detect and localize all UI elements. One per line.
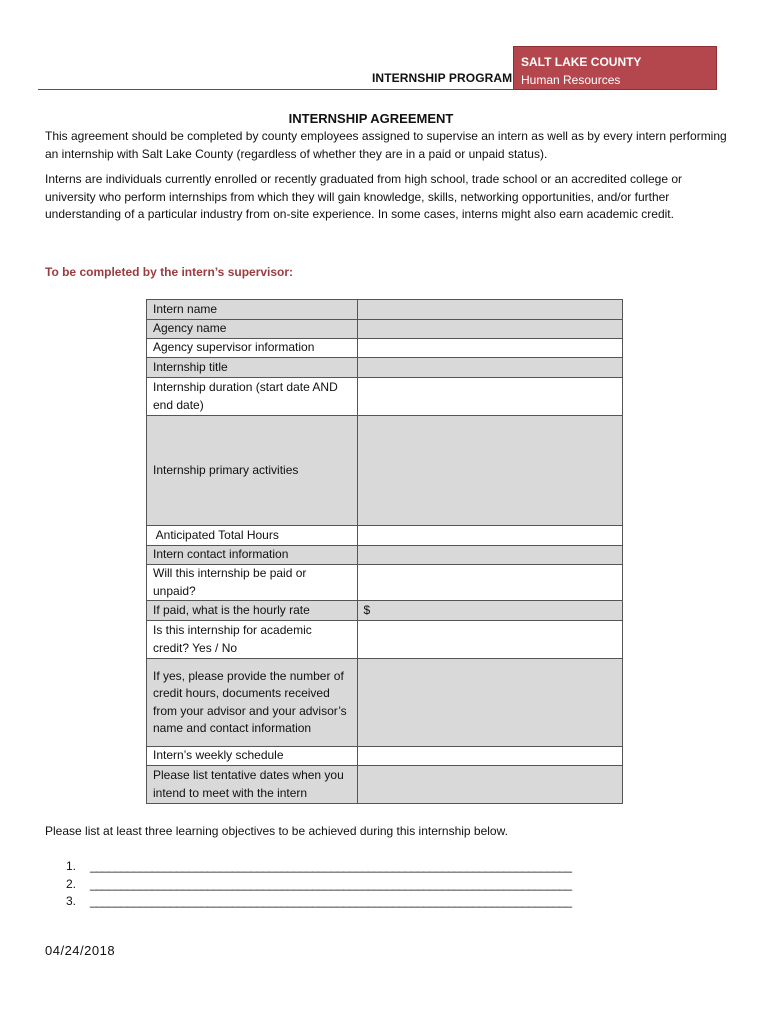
form-row-intern-contact — [147, 546, 623, 565]
intern-name-field[interactable] — [357, 300, 622, 320]
internship-form-table — [146, 299, 623, 804]
dept-name: Human Resources — [521, 73, 621, 87]
objective-1-field[interactable]: ______________________________________________________________________________ — [90, 859, 572, 873]
form-label: Agency name — [147, 320, 358, 339]
form-row-duration — [147, 378, 623, 416]
objective-number: 1. — [66, 859, 77, 873]
form-label: Anticipated Total Hours — [147, 526, 358, 546]
internship-title-field[interactable] — [357, 358, 622, 378]
revision-date: 04/24/2018 — [45, 943, 116, 958]
form-label: If yes, please provide the number of credit hours, documents received from your advisor and your advisor’s name and contact information — [147, 659, 358, 747]
form-label: Internship primary activities — [147, 416, 358, 526]
credit-details-field[interactable] — [357, 659, 622, 747]
form-row-total-hours — [147, 526, 623, 546]
form-label: If paid, what is the hourly rate — [147, 601, 358, 621]
form-row-agency-name — [147, 320, 623, 339]
form-label: Please list tentative dates when you intend to meet with the intern — [147, 766, 358, 804]
objective-number: 2. — [66, 876, 77, 891]
form-label: Will this internship be paid or unpaid? — [147, 565, 358, 601]
agency-name-field[interactable] — [357, 320, 622, 339]
paid-unpaid-field[interactable] — [357, 565, 622, 601]
org-brand-box — [513, 46, 717, 90]
form-label: Is this internship for academic credit? Yes / No — [147, 621, 358, 659]
intro-paragraph-2: Interns are individuals currently enrolled or recently graduated from high school, trade school or an accredited college or university who perform internships from which they will gain knowledge, skills, networking opportunities, and/or further understanding of a particular industry from on-site experience. In some cases, interns might also earn academic credit. — [45, 172, 683, 221]
org-name: SALT LAKE COUNTY — [521, 55, 642, 69]
form-label: Agency supervisor information — [147, 339, 358, 358]
form-label: Internship title — [147, 358, 358, 378]
objective-3-field[interactable]: ______________________________________________________________________________ — [90, 894, 572, 908]
supervisor-section-heading: To be completed by the intern’s supervisor: — [45, 265, 294, 279]
weekly-schedule-field[interactable] — [357, 747, 622, 766]
form-row-internship-title — [147, 358, 623, 378]
list-item — [66, 893, 572, 911]
total-hours-field[interactable] — [357, 526, 622, 546]
form-label: Intern name — [147, 300, 358, 320]
objective-number: 3. — [66, 894, 77, 908]
intro-paragraph-1: This agreement should be completed by county employees assigned to supervise an intern as well as by every intern performing an internship with Salt Lake County (regardless of whether they are in a paid or unpaid status). — [45, 129, 727, 161]
form-row-meeting-dates — [147, 766, 623, 804]
document-title: INTERNSHIP AGREEMENT — [288, 111, 454, 126]
form-row-paid-unpaid — [147, 565, 623, 601]
form-row-primary-activities — [147, 416, 623, 526]
program-label: INTERNSHIP PROGRAM — [372, 71, 513, 85]
list-item — [66, 858, 572, 876]
primary-activities-field[interactable] — [357, 416, 622, 526]
objectives-instructions: Please list at least three learning objectives to be achieved during this internship below. — [45, 824, 508, 838]
academic-credit-field[interactable] — [357, 621, 622, 659]
form-label: Intern contact information — [147, 546, 358, 565]
form-row-weekly-schedule — [147, 747, 623, 766]
list-item — [66, 876, 572, 894]
meeting-dates-field[interactable] — [357, 766, 622, 804]
form-row-supervisor-info — [147, 339, 623, 358]
intern-contact-field[interactable] — [357, 546, 622, 565]
form-row-intern-name — [147, 300, 623, 320]
form-row-credit-details — [147, 659, 623, 747]
supervisor-info-field[interactable] — [357, 339, 622, 358]
header-divider — [38, 89, 514, 90]
form-row-hourly-rate — [147, 601, 623, 621]
form-row-academic-credit — [147, 621, 623, 659]
form-label: Intern’s weekly schedule — [147, 747, 358, 766]
objectives-list — [66, 858, 572, 911]
duration-field[interactable] — [357, 378, 622, 416]
hourly-rate-field[interactable]: $ — [357, 601, 622, 621]
objective-2-field[interactable]: ______________________________________________________________________________ — [90, 876, 572, 891]
form-label: Internship duration (start date AND end date) — [147, 378, 358, 416]
